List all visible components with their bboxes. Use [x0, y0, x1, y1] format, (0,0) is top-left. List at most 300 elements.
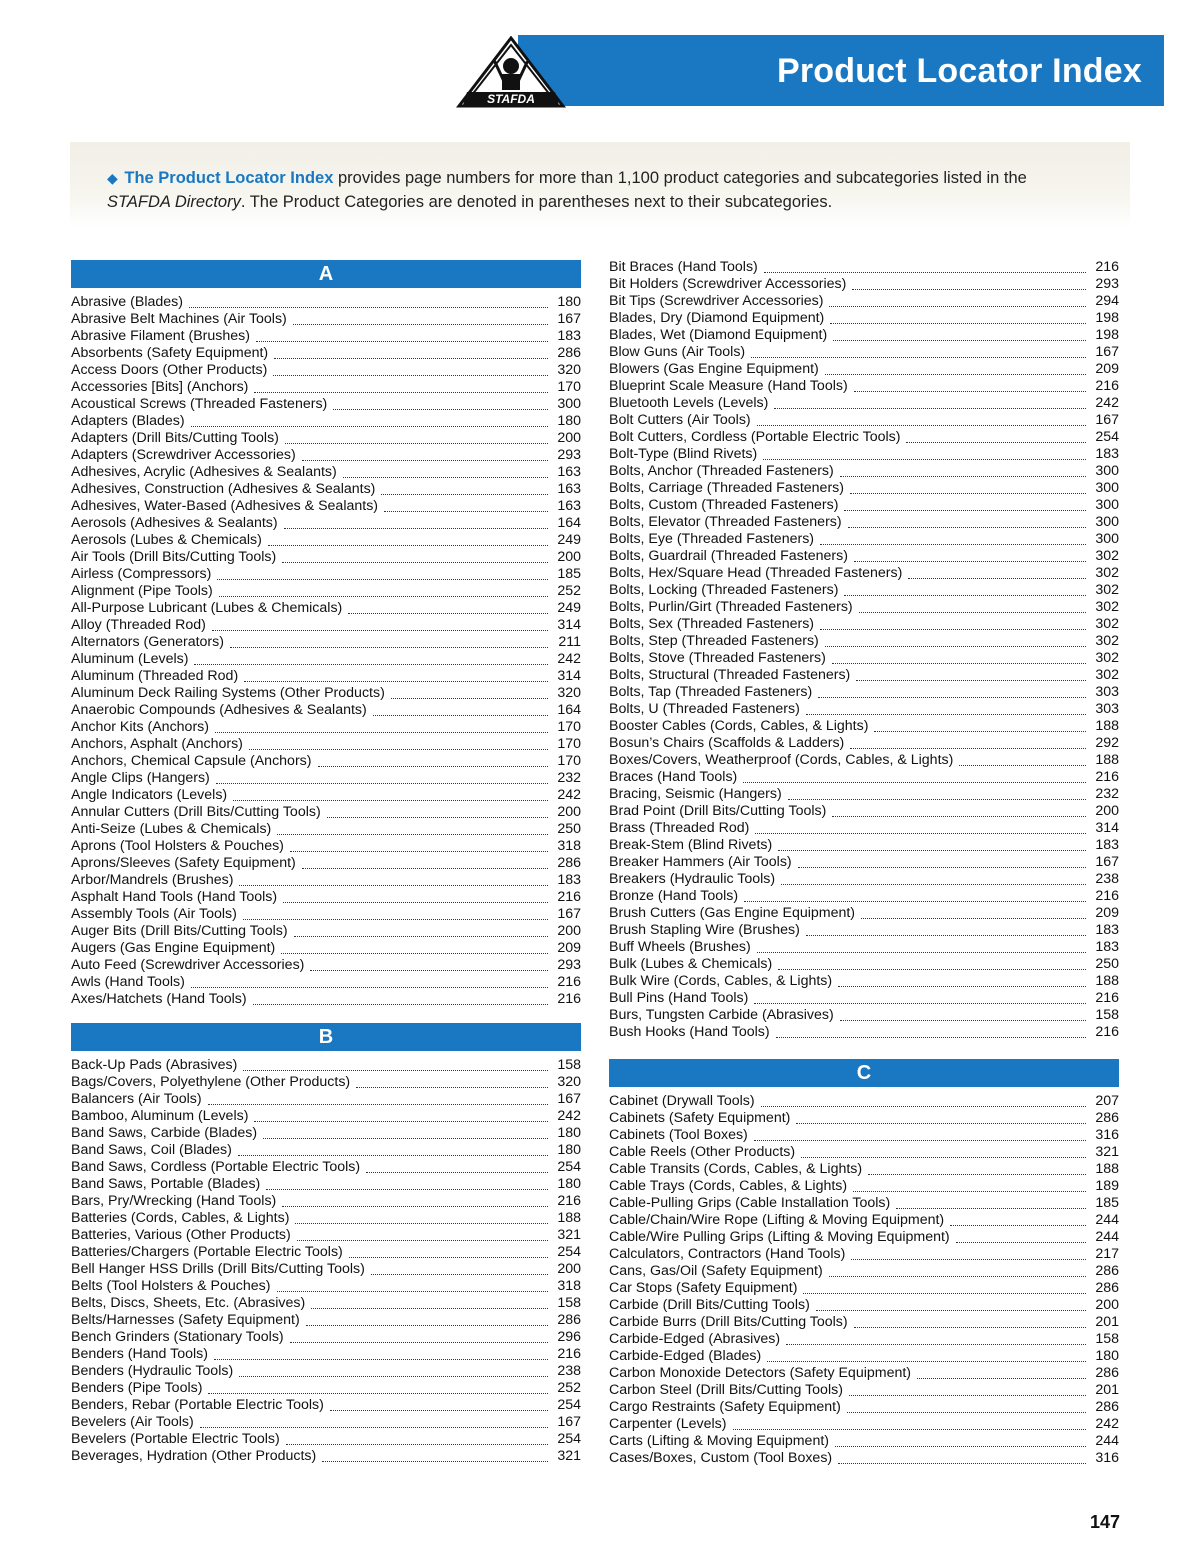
- entry-name: Bit Braces (Hand Tools): [609, 259, 758, 275]
- entry-page: 302: [1095, 565, 1119, 581]
- dot-leader: [743, 778, 1086, 783]
- index-entry: [71, 770, 581, 787]
- dot-leader: [219, 592, 548, 597]
- index-entry: [71, 1346, 581, 1363]
- entry-page: 183: [1095, 939, 1119, 955]
- index-entry: [609, 837, 1119, 854]
- entry-name: Carbon Monoxide Detectors (Safety Equipment): [609, 1365, 912, 1381]
- dot-leader: [284, 524, 548, 529]
- dot-leader: [263, 1134, 548, 1139]
- entry-page: 320: [557, 1074, 581, 1090]
- index-entry: [71, 872, 581, 889]
- index-entry: [609, 1382, 1119, 1399]
- entry-page: 158: [557, 1057, 581, 1073]
- index-entry: [71, 1074, 581, 1091]
- dot-leader: [806, 931, 1086, 936]
- index-entry: [609, 786, 1119, 803]
- dot-leader: [832, 659, 1086, 664]
- dot-leader: [217, 575, 548, 580]
- dot-leader: [286, 1440, 548, 1445]
- dot-leader: [906, 438, 1086, 443]
- dot-leader: [786, 1340, 1086, 1345]
- dot-leader: [854, 387, 1086, 392]
- index-entry: [609, 1331, 1119, 1348]
- index-entry: [609, 1263, 1119, 1280]
- entry-name: Access Doors (Other Products): [71, 362, 268, 378]
- index-entry: [609, 1178, 1119, 1195]
- entry-name: Burs, Tungsten Carbide (Abrasives): [609, 1007, 834, 1023]
- entry-name: Asphalt Hand Tools (Hand Tools): [71, 889, 278, 905]
- index-entry: [71, 498, 581, 515]
- dot-leader: [282, 558, 548, 563]
- entry-name: Auger Bits (Drill Bits/Cutting Tools): [71, 923, 288, 939]
- index-entry: [609, 548, 1119, 565]
- index-entry: [609, 1365, 1119, 1382]
- entry-name: Bell Hanger HSS Drills (Drill Bits/Cutting Tools): [71, 1261, 365, 1277]
- index-entry: [609, 327, 1119, 344]
- entry-name: Assembly Tools (Air Tools): [71, 906, 237, 922]
- entry-name: Blades, Dry (Diamond Equipment): [609, 310, 825, 326]
- entry-name: Anchor Kits (Anchors): [71, 719, 209, 735]
- entry-page: 170: [557, 719, 581, 735]
- entry-name: Airless (Compressors): [71, 566, 212, 582]
- index-entry: [609, 1246, 1119, 1263]
- entry-name: Benders (Hand Tools): [71, 1346, 208, 1362]
- entry-page: 198: [1095, 327, 1119, 343]
- entry-page: 232: [1095, 786, 1119, 802]
- index-entry: [609, 1024, 1119, 1041]
- entry-name: Brush Cutters (Gas Engine Equipment): [609, 905, 856, 921]
- index-entry: [71, 532, 581, 549]
- dot-leader: [956, 1238, 1086, 1243]
- dot-leader: [776, 1033, 1086, 1038]
- dot-leader: [239, 881, 548, 886]
- index-entry: [71, 379, 581, 396]
- entry-page: 200: [557, 923, 581, 939]
- entry-name: Aprons/Sleeves (Safety Equipment): [71, 855, 296, 871]
- dot-leader: [391, 694, 548, 699]
- entry-page: 189: [1095, 1178, 1119, 1194]
- entry-name: Bolts, Elevator (Threaded Fasteners): [609, 514, 842, 530]
- index-entry: [609, 973, 1119, 990]
- entry-name: Cabinets (Tool Boxes): [609, 1127, 748, 1143]
- index-entry: [609, 820, 1119, 837]
- entry-name: Belts/Harnesses (Safety Equipment): [71, 1312, 300, 1328]
- entry-page: 242: [1095, 395, 1119, 411]
- entry-page: 167: [557, 1414, 581, 1430]
- entry-name: Angle Indicators (Levels): [71, 787, 228, 803]
- entry-name: Batteries (Cords, Cables, & Lights): [71, 1210, 290, 1226]
- index-entry: [71, 1091, 581, 1108]
- entry-name: Bolts, Hex/Square Head (Threaded Fasteners): [609, 565, 903, 581]
- dot-leader: [838, 982, 1086, 987]
- entry-page: 185: [1095, 1195, 1119, 1211]
- entry-name: Cable-Pulling Grips (Cable Installation Tools): [609, 1195, 891, 1211]
- index-entry: [71, 651, 581, 668]
- entry-name: Bolts, Anchor (Threaded Fasteners): [609, 463, 834, 479]
- entry-page: 254: [557, 1244, 581, 1260]
- entry-page: 167: [557, 311, 581, 327]
- entry-name: Band Saws, Cordless (Portable Electric Tools): [71, 1159, 361, 1175]
- entry-page: 286: [557, 855, 581, 871]
- entry-name: Bolts, Purlin/Girt (Threaded Fasteners): [609, 599, 853, 615]
- dot-leader: [330, 1406, 548, 1411]
- entry-name: Angle Clips (Hangers): [71, 770, 210, 786]
- dot-leader: [844, 591, 1086, 596]
- index-entry: [609, 905, 1119, 922]
- entry-page: 200: [557, 804, 581, 820]
- logo-text: STAFDA: [487, 92, 535, 106]
- dot-leader: [294, 932, 548, 937]
- dot-leader: [806, 710, 1086, 715]
- entry-name: Bosun’s Chairs (Scaffolds & Ladders): [609, 735, 845, 751]
- intro-bullet-icon: ◆: [107, 170, 118, 186]
- entry-name: Bolt Cutters, Cordless (Portable Electric Tools): [609, 429, 901, 445]
- dot-leader: [191, 422, 548, 427]
- entry-name: Acoustical Screws (Threaded Fasteners): [71, 396, 328, 412]
- index-entry: [71, 1312, 581, 1329]
- entry-name: Blades, Wet (Diamond Equipment): [609, 327, 828, 343]
- dot-leader: [373, 711, 548, 716]
- entry-page: 320: [557, 362, 581, 378]
- page-title: Product Locator Index: [776, 52, 1142, 90]
- dot-leader: [754, 1136, 1086, 1141]
- entry-page: 188: [1095, 1161, 1119, 1177]
- entry-page: 254: [1095, 429, 1119, 445]
- index-entry: [609, 1195, 1119, 1212]
- entry-name: Carpenter (Levels): [609, 1416, 727, 1432]
- entry-name: Adapters (Screwdriver Accessories): [71, 447, 296, 463]
- entry-name: Cabinets (Safety Equipment): [609, 1110, 791, 1126]
- dot-leader: [384, 507, 548, 512]
- entry-page: 167: [1095, 412, 1119, 428]
- dot-leader: [852, 285, 1086, 290]
- dot-leader: [849, 1391, 1086, 1396]
- entry-name: Booster Cables (Cords, Cables, & Lights): [609, 718, 869, 734]
- index-entry: [71, 1431, 581, 1448]
- index-entry: [71, 447, 581, 464]
- entry-name: Carbide-Edged (Blades): [609, 1348, 762, 1364]
- entry-page: 302: [1095, 616, 1119, 632]
- index-entry: [71, 464, 581, 481]
- index-entry: [71, 685, 581, 702]
- index-entry: [609, 1280, 1119, 1297]
- index-entry: [609, 361, 1119, 378]
- entry-page: 183: [1095, 837, 1119, 853]
- index-entry: [609, 667, 1119, 684]
- entry-name: Cable/Chain/Wire Rope (Lifting & Moving Equipment): [609, 1212, 945, 1228]
- dot-leader: [254, 1117, 548, 1122]
- entry-page: 238: [557, 1363, 581, 1379]
- dot-leader: [868, 1170, 1086, 1175]
- entry-name: Bulk Wire (Cords, Cables, & Lights): [609, 973, 833, 989]
- entry-name: Anaerobic Compounds (Adhesives & Sealants): [71, 702, 367, 718]
- index-entry: [609, 769, 1119, 786]
- entry-name: Adhesives, Acrylic (Adhesives & Sealants): [71, 464, 337, 480]
- dot-leader: [208, 1100, 548, 1105]
- index-entry: [71, 889, 581, 906]
- dot-leader: [295, 1219, 548, 1224]
- entry-name: Bolts, U (Threaded Fasteners): [609, 701, 800, 717]
- index-entry: [609, 531, 1119, 548]
- entry-page: 302: [1095, 667, 1119, 683]
- entry-name: Alignment (Pipe Tools): [71, 583, 213, 599]
- entry-name: Carts (Lifting & Moving Equipment): [609, 1433, 829, 1449]
- entry-name: Batteries, Various (Other Products): [71, 1227, 291, 1243]
- entry-page: 300: [1095, 480, 1119, 496]
- dot-leader: [349, 1253, 548, 1258]
- dot-leader: [757, 948, 1086, 953]
- index-entry: [609, 293, 1119, 310]
- index-entry: [609, 616, 1119, 633]
- index-entry: [609, 1127, 1119, 1144]
- entry-page: 163: [557, 481, 581, 497]
- entry-page: 216: [1095, 888, 1119, 904]
- index-entry: [609, 446, 1119, 463]
- dot-leader: [778, 846, 1086, 851]
- entry-name: Bolts, Locking (Threaded Fasteners): [609, 582, 839, 598]
- dot-leader: [818, 693, 1086, 698]
- entry-page: 286: [1095, 1365, 1119, 1381]
- dot-leader: [306, 1321, 548, 1326]
- dot-leader: [285, 439, 548, 444]
- entry-name: Cargo Restraints (Safety Equipment): [609, 1399, 841, 1415]
- index-entry: [71, 991, 581, 1008]
- index-entry: [609, 1110, 1119, 1127]
- entry-name: Bars, Pry/Wrecking (Hand Tools): [71, 1193, 277, 1209]
- entry-page: 216: [1095, 990, 1119, 1006]
- entry-page: 183: [1095, 922, 1119, 938]
- entry-page: 183: [557, 328, 581, 344]
- entry-page: 216: [1095, 769, 1119, 785]
- entry-page: 180: [557, 413, 581, 429]
- entry-page: 242: [557, 1108, 581, 1124]
- entry-page: 180: [557, 294, 581, 310]
- entry-page: 158: [1095, 1007, 1119, 1023]
- dot-leader: [755, 829, 1086, 834]
- entry-page: 170: [557, 753, 581, 769]
- index-entry: [609, 701, 1119, 718]
- entry-name: Car Stops (Safety Equipment): [609, 1280, 798, 1296]
- entry-name: Cases/Boxes, Custom (Tool Boxes): [609, 1450, 833, 1466]
- dot-leader: [844, 506, 1086, 511]
- index-entry: [71, 1278, 581, 1295]
- dot-leader: [840, 1016, 1086, 1021]
- entry-name: Bevelers (Air Tools): [71, 1414, 194, 1430]
- dot-leader: [311, 1304, 548, 1309]
- entry-page: 232: [557, 770, 581, 786]
- entry-page: 296: [557, 1329, 581, 1345]
- index-entry: [609, 1212, 1119, 1229]
- entry-page: 200: [557, 1261, 581, 1277]
- entry-page: 180: [557, 1142, 581, 1158]
- dot-leader: [820, 625, 1086, 630]
- dot-leader: [244, 677, 548, 682]
- dot-leader: [833, 336, 1086, 341]
- entry-name: Balancers (Air Tools): [71, 1091, 202, 1107]
- entry-name: Bit Tips (Screwdriver Accessories): [609, 293, 824, 309]
- entry-name: Anti-Seize (Lubes & Chemicals): [71, 821, 272, 837]
- dot-leader: [803, 1289, 1086, 1294]
- entry-name: Batteries/Chargers (Portable Electric Tools): [71, 1244, 343, 1260]
- index-entry: [71, 957, 581, 974]
- entry-name: Cabinet (Drywall Tools): [609, 1093, 755, 1109]
- entry-page: 217: [1095, 1246, 1119, 1262]
- entry-page: 188: [1095, 973, 1119, 989]
- entry-page: 316: [1095, 1450, 1119, 1466]
- entry-name: Aerosols (Adhesives & Sealants): [71, 515, 278, 531]
- dot-leader: [381, 490, 548, 495]
- entry-page: 180: [557, 1125, 581, 1141]
- entry-page: 302: [1095, 548, 1119, 564]
- entry-name: Breaker Hammers (Air Tools): [609, 854, 792, 870]
- index-entry: [71, 1057, 581, 1074]
- index-entry: [71, 787, 581, 804]
- entry-name: Bolts, Tap (Threaded Fasteners): [609, 684, 813, 700]
- dot-leader: [856, 676, 1086, 681]
- dot-leader: [254, 388, 548, 393]
- dot-leader: [850, 489, 1086, 494]
- entry-page: 250: [557, 821, 581, 837]
- index-entry: [71, 1142, 581, 1159]
- entry-name: Bags/Covers, Polyethylene (Other Products): [71, 1074, 351, 1090]
- index-entry: [609, 1161, 1119, 1178]
- entry-name: Abrasive Filament (Brushes): [71, 328, 250, 344]
- dot-leader: [853, 1187, 1086, 1192]
- entry-page: 293: [1095, 276, 1119, 292]
- entry-name: Cable Reels (Other Products): [609, 1144, 796, 1160]
- entry-page: 300: [557, 396, 581, 412]
- entry-name: Blowers (Gas Engine Equipment): [609, 361, 819, 377]
- index-entry: [71, 736, 581, 753]
- intro-directory-name: STAFDA Directory: [107, 193, 241, 211]
- entry-page: 286: [1095, 1280, 1119, 1296]
- dot-leader: [282, 1202, 548, 1207]
- entry-page: 188: [1095, 718, 1119, 734]
- entry-name: Anchors, Chemical Capsule (Anchors): [71, 753, 312, 769]
- index-entry: [71, 396, 581, 413]
- entry-page: 320: [557, 685, 581, 701]
- entry-name: Bolts, Structural (Threaded Fasteners): [609, 667, 851, 683]
- dot-leader: [194, 660, 548, 665]
- entry-page: 300: [1095, 531, 1119, 547]
- index-entry: [71, 906, 581, 923]
- entry-page: 200: [1095, 803, 1119, 819]
- entry-page: 200: [1095, 1297, 1119, 1313]
- entry-name: Bolts, Step (Threaded Fasteners): [609, 633, 819, 649]
- index-entry: [609, 1416, 1119, 1433]
- entry-name: Bench Grinders (Stationary Tools): [71, 1329, 284, 1345]
- dot-leader: [371, 1270, 548, 1275]
- entry-name: Adhesives, Construction (Adhesives & Sealants): [71, 481, 376, 497]
- entry-page: 321: [1095, 1144, 1119, 1160]
- dot-leader: [820, 540, 1086, 545]
- entry-page: 167: [1095, 854, 1119, 870]
- dot-leader: [829, 1272, 1086, 1277]
- index-entry: [71, 719, 581, 736]
- dot-leader: [233, 796, 548, 801]
- entry-page: 302: [1095, 633, 1119, 649]
- intro-lead: The Product Locator Index: [124, 169, 334, 187]
- dot-leader: [212, 626, 548, 631]
- entry-name: Bracing, Seismic (Hangers): [609, 786, 782, 802]
- index-entry: [71, 328, 581, 345]
- entry-name: Abrasive (Blades): [71, 294, 183, 310]
- entry-page: 286: [1095, 1399, 1119, 1415]
- entry-page: 314: [557, 617, 581, 633]
- entry-page: 249: [557, 600, 581, 616]
- dot-leader: [781, 880, 1086, 885]
- dot-leader: [318, 762, 549, 767]
- index-entry: [71, 1227, 581, 1244]
- entry-name: Brush Stapling Wire (Brushes): [609, 922, 800, 938]
- stafda-logo-icon: [455, 36, 567, 108]
- entry-page: 164: [557, 702, 581, 718]
- entry-page: 180: [1095, 1348, 1119, 1364]
- entry-page: 318: [557, 1278, 581, 1294]
- entry-name: Annular Cutters (Drill Bits/Cutting Tools): [71, 804, 321, 820]
- entry-name: Carbide (Drill Bits/Cutting Tools): [609, 1297, 810, 1313]
- index-entry: [609, 650, 1119, 667]
- dot-leader: [825, 642, 1086, 647]
- dot-leader: [238, 1151, 548, 1156]
- entry-page: 201: [1095, 1314, 1119, 1330]
- entry-page: 167: [557, 906, 581, 922]
- index-entry: [71, 481, 581, 498]
- entry-page: 286: [557, 345, 581, 361]
- entry-name: Augers (Gas Engine Equipment): [71, 940, 276, 956]
- entry-page: 216: [1095, 259, 1119, 275]
- entry-page: 303: [1095, 684, 1119, 700]
- entry-name: Benders, Rebar (Portable Electric Tools): [71, 1397, 324, 1413]
- entry-name: Axes/Hatchets (Hand Tools): [71, 991, 247, 1007]
- index-entry: [71, 549, 581, 566]
- dot-leader: [356, 1083, 548, 1088]
- index-entry: [609, 1399, 1119, 1416]
- index-entry: [71, 702, 581, 719]
- entry-page: 302: [1095, 650, 1119, 666]
- index-entry: [609, 310, 1119, 327]
- dot-leader: [896, 1204, 1086, 1209]
- entry-name: Bolt-Type (Blind Rivets): [609, 446, 758, 462]
- entry-name: Adhesives, Water-Based (Adhesives & Sealants): [71, 498, 379, 514]
- dot-leader: [744, 897, 1086, 902]
- entry-name: Alternators (Generators): [71, 634, 224, 650]
- entry-page: 170: [557, 379, 581, 395]
- dot-leader: [825, 370, 1086, 375]
- dot-leader: [293, 320, 548, 325]
- index-entry: [609, 1007, 1119, 1024]
- entry-page: 164: [557, 515, 581, 531]
- entry-name: Belts, Discs, Sheets, Etc. (Abrasives): [71, 1295, 306, 1311]
- entry-name: Bevelers (Portable Electric Tools): [71, 1431, 280, 1447]
- entry-page: 254: [557, 1159, 581, 1175]
- dot-leader: [854, 1323, 1086, 1328]
- dot-leader: [302, 864, 548, 869]
- entry-page: 211: [558, 634, 581, 650]
- entry-name: Band Saws, Portable (Blades): [71, 1176, 261, 1192]
- dot-leader: [230, 643, 548, 648]
- index-entry: [609, 735, 1119, 752]
- entry-page: 180: [557, 1176, 581, 1192]
- entry-name: Adapters (Blades): [71, 413, 185, 429]
- index-entry: [71, 1261, 581, 1278]
- index-entry: [609, 718, 1119, 735]
- entry-page: 163: [557, 498, 581, 514]
- entry-page: 209: [1095, 905, 1119, 921]
- dot-leader: [283, 898, 548, 903]
- entry-page: 198: [1095, 310, 1119, 326]
